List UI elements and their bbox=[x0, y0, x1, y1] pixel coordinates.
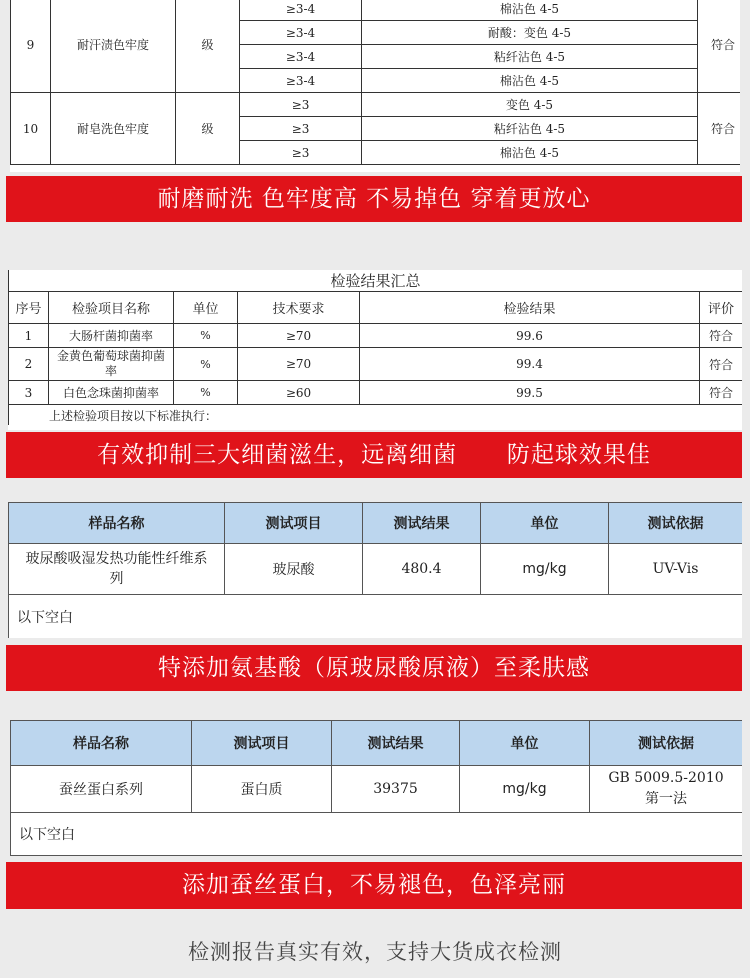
cell: 符合 bbox=[700, 348, 743, 381]
sample-name-cell: 蚕丝蛋白系列 bbox=[11, 766, 192, 813]
result-cell: 棉沾色 4-5 bbox=[362, 141, 698, 165]
header-cell: 单位 bbox=[460, 721, 590, 766]
antibacterial-banner: 有效抑制三大细菌滋生，远离细菌 防起球效果佳 bbox=[6, 432, 742, 478]
header-cell: 测试项目 bbox=[192, 721, 332, 766]
table-row bbox=[11, 766, 743, 813]
header-cell: 测试依据 bbox=[609, 503, 743, 544]
item-name: 耐皂洗色牢度 bbox=[51, 93, 176, 165]
cell: ≥70 bbox=[238, 348, 360, 381]
cell: 2 bbox=[9, 348, 49, 381]
header-cell: 测试依据 bbox=[590, 721, 743, 766]
cell: 大肠杆菌抑菌率 bbox=[49, 324, 174, 348]
silk-protein-banner: 添加蚕丝蛋白，不易褪色，色泽亮丽 bbox=[6, 862, 742, 909]
requirement-cell: ≥3-4 bbox=[240, 0, 362, 21]
silk-protein-table bbox=[10, 720, 742, 856]
header-cell: 评价 bbox=[700, 292, 743, 324]
item-name: 耐汗渍色牢度 bbox=[51, 0, 176, 93]
header-cell: 测试结果 bbox=[332, 721, 460, 766]
silk-header-row bbox=[11, 721, 743, 766]
cell: mg/kg bbox=[481, 544, 609, 595]
item-unit: 级 bbox=[176, 0, 240, 93]
blank-note: 以下空白 bbox=[9, 595, 743, 639]
requirement-cell: ≥3 bbox=[240, 93, 362, 117]
result-cell: 棉沾色 4-5 bbox=[362, 69, 698, 93]
silk-protein-report bbox=[10, 720, 742, 856]
cell: 符合 bbox=[700, 381, 743, 405]
cell: 3 bbox=[9, 381, 49, 405]
header-cell: 样品名称 bbox=[11, 721, 192, 766]
requirement-cell: ≥3-4 bbox=[240, 21, 362, 45]
cell: 蛋白质 bbox=[192, 766, 332, 813]
cell: 99.4 bbox=[360, 348, 700, 381]
header-cell: 样品名称 bbox=[9, 503, 225, 544]
table-row bbox=[11, 0, 741, 21]
header-cell: 序号 bbox=[9, 292, 49, 324]
header-cell: 测试结果 bbox=[363, 503, 481, 544]
cell: 39375 bbox=[332, 766, 460, 813]
header-cell: 检验项目名称 bbox=[49, 292, 174, 324]
item-unit: 级 bbox=[176, 93, 240, 165]
antibacterial-header-row bbox=[9, 292, 743, 324]
fastness-banner: 耐磨耐洗 色牢度高 不易掉色 穿着更放心 bbox=[6, 176, 742, 222]
table-row bbox=[11, 93, 741, 117]
cell: 99.6 bbox=[360, 324, 700, 348]
cell: 符合 bbox=[700, 324, 743, 348]
amino-acid-banner: 特添加氨基酸（原玻尿酸原液）至柔肤感 bbox=[6, 645, 742, 691]
cell: ≥60 bbox=[238, 381, 360, 405]
table-row bbox=[9, 381, 743, 405]
result-cell: 粘纤沾色 4-5 bbox=[362, 117, 698, 141]
table-row bbox=[9, 348, 743, 381]
fastness-table bbox=[10, 0, 740, 165]
cell: % bbox=[174, 348, 238, 381]
sample-name-cell: 玻尿酸吸湿发热功能性纤维系列 bbox=[9, 544, 225, 595]
antibacterial-table bbox=[8, 270, 742, 425]
cell: 白色念珠菌抑菌率 bbox=[49, 381, 174, 405]
conclusion-cell: 符合 bbox=[698, 93, 741, 165]
cell: % bbox=[174, 381, 238, 405]
item-number: 9 bbox=[11, 0, 51, 93]
footer-text: 检测报告真实有效，支持大货成衣检测 bbox=[188, 940, 562, 964]
cell: 99.5 bbox=[360, 381, 700, 405]
cell: % bbox=[174, 324, 238, 348]
requirement-cell: ≥3-4 bbox=[240, 69, 362, 93]
result-cell: 耐酸：变色 4-5 bbox=[362, 21, 698, 45]
requirement-cell: ≥3 bbox=[240, 117, 362, 141]
cell: 玻尿酸 bbox=[225, 544, 363, 595]
header-cell: 测试项目 bbox=[225, 503, 363, 544]
result-cell: 变色 4-5 bbox=[362, 93, 698, 117]
table-row bbox=[9, 324, 743, 348]
result-cell: 粘纤沾色 4-5 bbox=[362, 45, 698, 69]
hyaluronic-report bbox=[8, 502, 742, 638]
cell: mg/kg bbox=[460, 766, 590, 813]
cell: GB 5009.5-2010 第一法 bbox=[590, 766, 743, 813]
antibacterial-report-scan bbox=[8, 270, 742, 430]
cell: 金黄色葡萄球菌抑菌率 bbox=[49, 348, 174, 381]
table-row bbox=[9, 544, 743, 595]
cell: 1 bbox=[9, 324, 49, 348]
hyaluronic-header-row bbox=[9, 503, 743, 544]
conclusion-cell: 符合 bbox=[698, 0, 741, 93]
header-cell: 单位 bbox=[174, 292, 238, 324]
report-title: 检验结果汇总 bbox=[9, 270, 743, 292]
header-cell: 技术要求 bbox=[238, 292, 360, 324]
requirement-cell: ≥3 bbox=[240, 141, 362, 165]
header-cell: 单位 bbox=[481, 503, 609, 544]
hyaluronic-table bbox=[8, 502, 742, 638]
item-number: 10 bbox=[11, 93, 51, 165]
standard-note: 上述检验项目按以下标准执行： bbox=[9, 405, 743, 426]
cell: UV-Vis bbox=[609, 544, 743, 595]
fastness-report-scan bbox=[10, 0, 740, 172]
requirement-cell: ≥3-4 bbox=[240, 45, 362, 69]
cell: ≥70 bbox=[238, 324, 360, 348]
blank-note: 以下空白 bbox=[11, 813, 743, 856]
cell: 480.4 bbox=[363, 544, 481, 595]
header-cell: 检验结果 bbox=[360, 292, 700, 324]
result-cell: 棉沾色 4-5 bbox=[362, 0, 698, 21]
